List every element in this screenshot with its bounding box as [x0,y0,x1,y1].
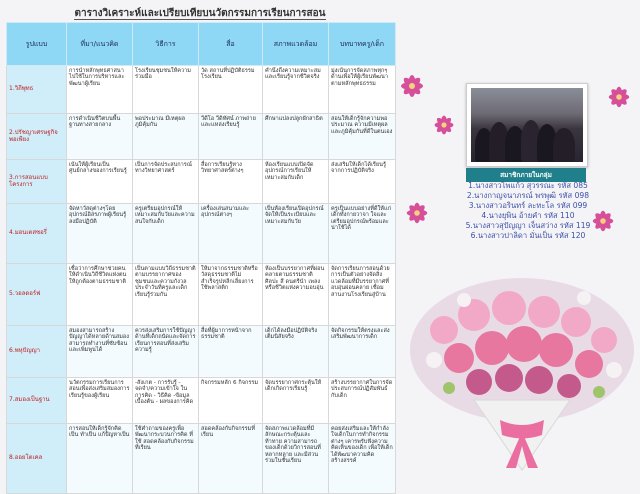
table-cell: กิจกรรมหลัก 6 กิจกรรม [199,378,263,424]
table-cell: สอนให้เด็กรู้จักความพอประมาณ ความมีเหตุผลและภูมิคุ้มกันที่ดีในตนเอง [329,114,396,160]
table-cell: จัดบรรยากาศกระตุ้นให้เด็กเกิดการเรียนรู้ [263,378,329,424]
table-cell: สื่อที่ผู้มาการหน้าจากธรรมชาติ [199,326,263,378]
member-item: 4.นางยุพิน อ้ายคำ รหัส 110 [481,211,575,221]
table-cell: ส่งเสริมให้เด็กได้เรียนรู้จากการปฏิบัติจริง [329,160,396,204]
table-cell: ครูเตรียมอุปกรณ์ให้เหมาะสมกับวัยและความสนใจกับเด็ก [133,204,199,264]
table-cell: มุ่งเน้นการจัดสภาพทุกๆด้านเพื่อให้ผู้เรียนพัฒนาตามหลักพุทธธรรม [329,66,396,114]
row-label: 1.วิถีพุทธ [7,66,67,114]
table-row [7,114,396,160]
table-cell: การสอนให้เด็กรู้จักคิดเป็น ทำเป็น แก้ปัญหาเป็น [67,424,133,494]
header-origin: ที่มา/แนวคิด [67,23,133,66]
member-item: 1.นางสาวไพแก้ว สุวรรณะ รหัส 085 [468,181,588,190]
table-row [7,326,396,378]
table-cell: การนำหลักพุทธศาสนาไปใช้ในการบริหารและพัฒนาผู้เรียน [67,66,133,114]
table-cell: เด็กได้ลงมือปฏิบัติจริงเต็มนิสัยจริง [263,326,329,378]
table-cell: -สังเกต - การรับรู้ - จดจำ/ความเข้าใจ ในการคิด - วิธีคิด -ข้อมูลเบื้องต้น - ผลของการคิด [133,378,199,424]
table-cell: สร้างบรรยากาศในการจัดประสบการณ์ปฏิสัมพันธ์กับเด็ก [329,378,396,424]
member-list [418,181,638,241]
table-cell: จัดสภาพแวดล้อมที่มีลักษณะกระตุ้นและท้าทาย ความสามารถของเด็กด้วยวิการสอนที่หลากหลาย และมีส่วนร่วมในชั้นเรียน [263,424,329,494]
member-item: 2.นางกาญจนาภรณ์ พรพุฒิ รหัส 098 [466,191,590,201]
table-cell: เครื่องเล่นสนามและอุปกรณ์ต่างๆ [199,204,263,264]
table-cell: คอยส่งเสริมและให้กำลังใจเด็กในการทำกิจกรรมต่างๆ เคารพรับฟังความคิดเห็นของเด็ก เพื่อให้เด็กได้พัฒนาความคิดสร้างสรรค์ [329,424,396,494]
table-cell: วัด สถานที่ปฏิบัติธรรม โรงเรียน [199,66,263,114]
row-label: 4.มอนเตสซอรี่ [7,204,67,264]
table-cell: สื่อการเรียนรู้ทางวิทยาศาสตร์ต่างๆ [199,160,263,204]
table-cell: โรงเรียนชุมชนให้ความร่วมมือ [133,66,199,114]
table-cell: จัดการเรียนการสอนด้วยการเป็นตัวอย่างจัดสิ่งแวดล้อมที่มีบรรยากาศที่อบอุ่นผ่อนคลาย เชื่อมสานงานโรงเรียนสู่บ้าน [329,264,396,326]
row-label: 6.พหุปัญญา [7,326,67,378]
table-cell: คำนึงถึงความเหมาะสมและเรียนรู้จากชีวิตจริง [263,66,329,114]
table-row [7,378,396,424]
flower-icon [398,72,426,100]
row-label: 8.ออยโตเคล [7,424,67,494]
header-format: รูปแบบ [7,23,67,66]
table-cell: ให้มาจากธรรมชาติหรือวัสดุธรรมชาติไม่สำเร็จรูปหลีกเลี่ยงการใช้พลาสติก [199,264,263,326]
member-item: 6.นางสาวปาลิดา มั่นเป็น รหัส 120 [470,231,586,241]
flower-icon [606,84,632,110]
row-label: 7.สมองเป็นฐาน [7,378,67,424]
table-cell: พอประมาณ มีเหตุผล ภูมิคุ้มกัน [133,114,199,160]
table-row [7,160,396,204]
table-cell: จัดหาวัสดุต่างๆโดยอุปกรณ์อิสรภาพผู้เรียนรู้ลงมือปฏิบัติ [67,204,133,264]
flower-icon [432,113,456,137]
header-media: สื่อ [199,23,263,66]
row-label: 5.วอลดอร์ฟ [7,264,67,326]
member-item: 5.นางสาวสุปัญญา เจ็นสว่าง รหัส 119 [465,221,591,231]
table-cell: ห้องเรียนแบบเปิดจัดอุปกรณ์การเรียนให้เหมาะสมกับเด็ก [263,160,329,204]
header-environment: สภาพแวดล้อม [263,23,329,66]
table-cell: การดำเนินชีวิตบนพื้นฐานทางสายกลาง [67,114,133,160]
table-row [7,66,396,114]
table-cell: ควรส่งเสริมการใช้ปัญญาด้านที่เด็กถนัดและจัดการเรียนการสอนที่ส่งเสริมความรู้ [133,326,199,378]
flower-bouquet-image [404,270,640,478]
comparison-table [6,22,396,494]
table-cell: นวัตกรรมการเรียนการสอนเพื่อส่งเสริมสมองการเรียนรู้ของผู้เรียน [67,378,133,424]
table-cell: เป็นห้องเรียนเปิดอุปกรณ์จัดให้เป็นระเบียบและเหมาะสมกับวัย [263,204,329,264]
table-cell: เน้นให้ผู้เรียนเป็นศูนย์กลางของการเรียนรู้ [67,160,133,204]
table-header-row [7,23,396,66]
page-title: ตารางวิเคราะห์และเปรียบเทียบนวัตกรรมการเรียนการสอน [74,8,326,19]
table-cell: เป็นการจัดประสบการณ์ทางวิทยาศาสตร์ [133,160,199,204]
table-row [7,424,396,494]
group-photo [466,83,588,167]
table-row [7,264,396,326]
table-cell: ครูเป็นแบบอย่างที่ดีให้แก่เด็กทั้งกายวาจา ใจและเตรียมอุปกรณ์พร้อมและน่าใช้ได้ [329,204,396,264]
table-cell: วีดีโอ วีดิทัศน์ ภาพถ่าย และแหล่งเรียนรู้ [199,114,263,160]
photo-caption: สมาชิกภายในกลุ่ม [466,168,586,182]
table-cell: เชื่อว่าการศึกษาช่วยคนให้ดำเนินวิถีชีวิตแห่งตนให้ถูกต้องตามธรรมชาติ [67,264,133,326]
row-label: 3.การสอนแบบโครงการ [7,160,67,204]
header-method: วิธีการ [133,23,199,66]
table-cell: ศึกษาแปลงปลูกผักสาธิต [263,114,329,160]
header-roles: บทบาทครู/เด็ก [329,23,396,66]
table-cell: สอดคล้องกับกิจกรรมที่เรียน [199,424,263,494]
table-cell: สมองสามารถสร้างปัญญาได้หลายด้านสมองสามารถทำงานที่ซับซ้อนและเพิ่มพูนได้ [67,326,133,378]
table-cell: เป็นตามแบบวิถีธรรมชาติตามบรรยากาศของชุมชนและความกังวลประจำวันที่ครูและเด็กเรียนรู้ร่วมกัน [133,264,199,326]
row-label: 2.ปรัชญาเศรษฐกิจพอเพียง [7,114,67,160]
table-cell: ห้องเป็นบรรยากาศที่ผ่อนคลายตามธรรมชาติ ศิลปะ สี ดนตรีนำ เพลง หรือชีวิตแห่งความอบอุ่น [263,264,329,326]
member-item: 3.นางสาวอรินทร์ ละทะโล รหัส 099 [468,201,588,211]
table-cell: จัดกิจกรรมให้ตรงและส่งเสริมพัฒนาการเด็ก [329,326,396,378]
table-cell: ใช้คำถามของครูเพื่อพัฒนากระบวนการคิด ที่ใช้ สอดคล้องกับกิจกรรมที่เรียน [133,424,199,494]
table-row [7,204,396,264]
